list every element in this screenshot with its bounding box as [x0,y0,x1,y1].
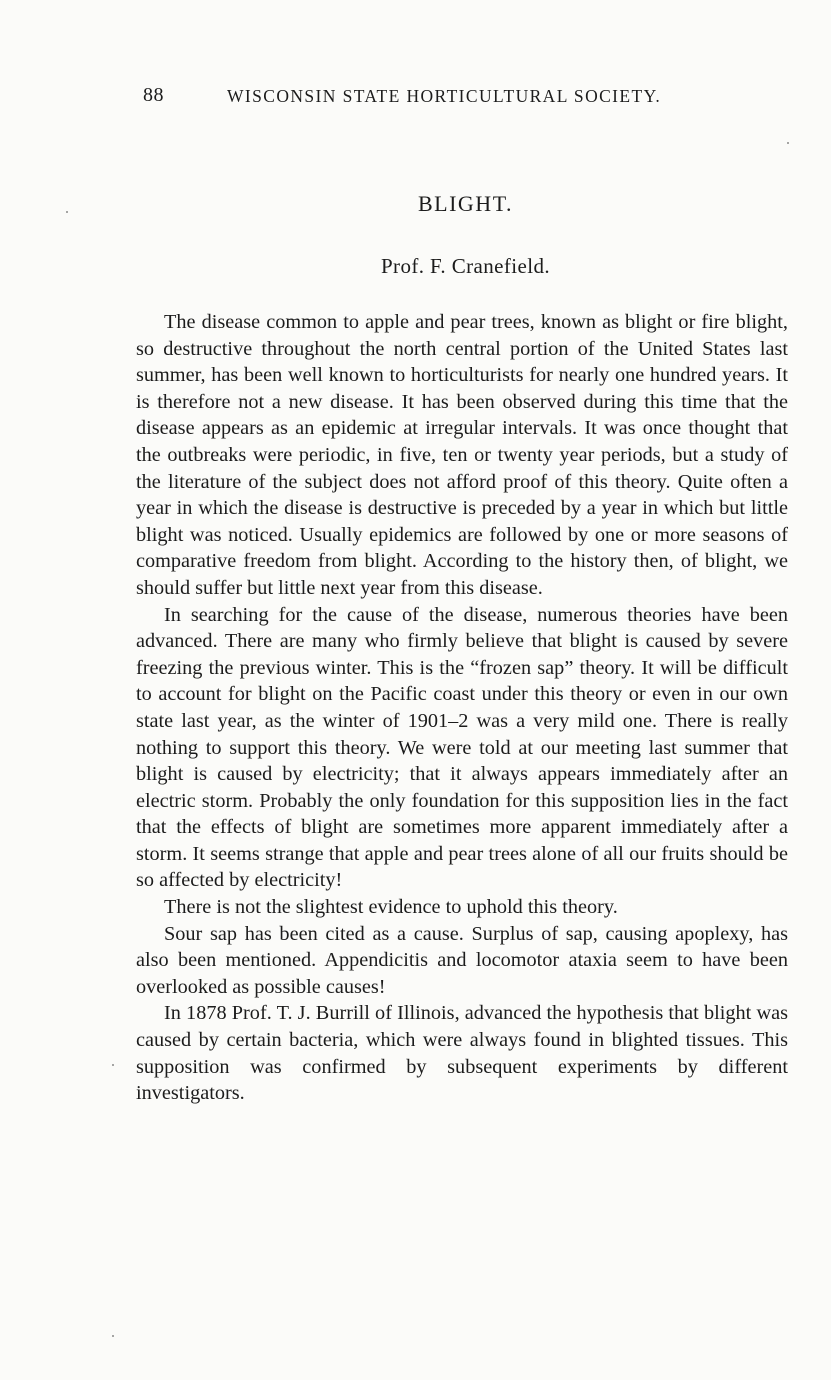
stray-ink-mark [112,1064,114,1066]
stray-ink-mark [112,1335,114,1337]
paragraph-cause-theories: In searching for the cause of the disease, numerous theories have been advanced. There are many who firmly believe that blight is caused by severe freezing the previous winter. This is the “frozen sap” theory. It will be difficult to account for blight on the Pacific coast under this theory or even in our own state last year, as the winter of 1901–2 was a very mild one. There is really nothing to support this theory. We were told at our meeting last summer that blight is caused by electricity; that it always appears immediately after an electric storm. Probably the only foundation for this supposition lies in the fact that the effects of blight are sometimes more apparent immediately after a storm. It seems strange that apple and pear trees alone of all our fruits should be so affected by electricity! [136,603,788,892]
journal-title: WISCONSIN STATE HORTICULTURAL SOCIETY. [227,86,662,106]
paragraph-sour-sap: Sour sap has been cited as a cause. Surplus of sap, causing apoplexy, has also been mentioned. Appendicitis and locomotor ataxia seem to have been overlooked as possible causes! [136,922,788,998]
article-author: Prof. F. Cranefield. [380,254,551,278]
article-body [136,309,788,1107]
running-head [143,84,723,114]
paragraph-burrill-bacteria: In 1878 Prof. T. J. Burrill of Illinois, advanced the hypothesis that blight was caused by certain bacteria, which were always found in blighted tissues. This supposition was confirmed by subsequent experiments by different investigators. [136,1002,788,1105]
stray-ink-mark [66,211,68,213]
paragraph-no-evidence: There is not the slightest evidence to uphold this theory. [164,896,618,919]
stray-ink-mark [787,142,789,144]
page-number: 88 [143,84,164,106]
article-title: BLIGHT. [417,191,514,216]
paragraph-blight-history: The disease common to apple and pear trees, known as blight or fire blight, so destructive throughout the north central portion of the United States last summer, has been well known to horticulturists for nearly one hundred years. It is therefore not a new disease. It has been observed during this time that the disease appears as an epidemic at irregular intervals. It was once thought that the outbreaks were periodic, in five, ten or twenty year periods, but a study of the literature of the subject does not afford proof of this theory. Quite often a year in which the disease is destructive is preceded by a year in which but little blight was noticed. Usually epidemics are followed by one or more seasons of comparative freedom from blight. According to the history then, of blight, we should suffer but little next year from this disease. [136,311,788,599]
